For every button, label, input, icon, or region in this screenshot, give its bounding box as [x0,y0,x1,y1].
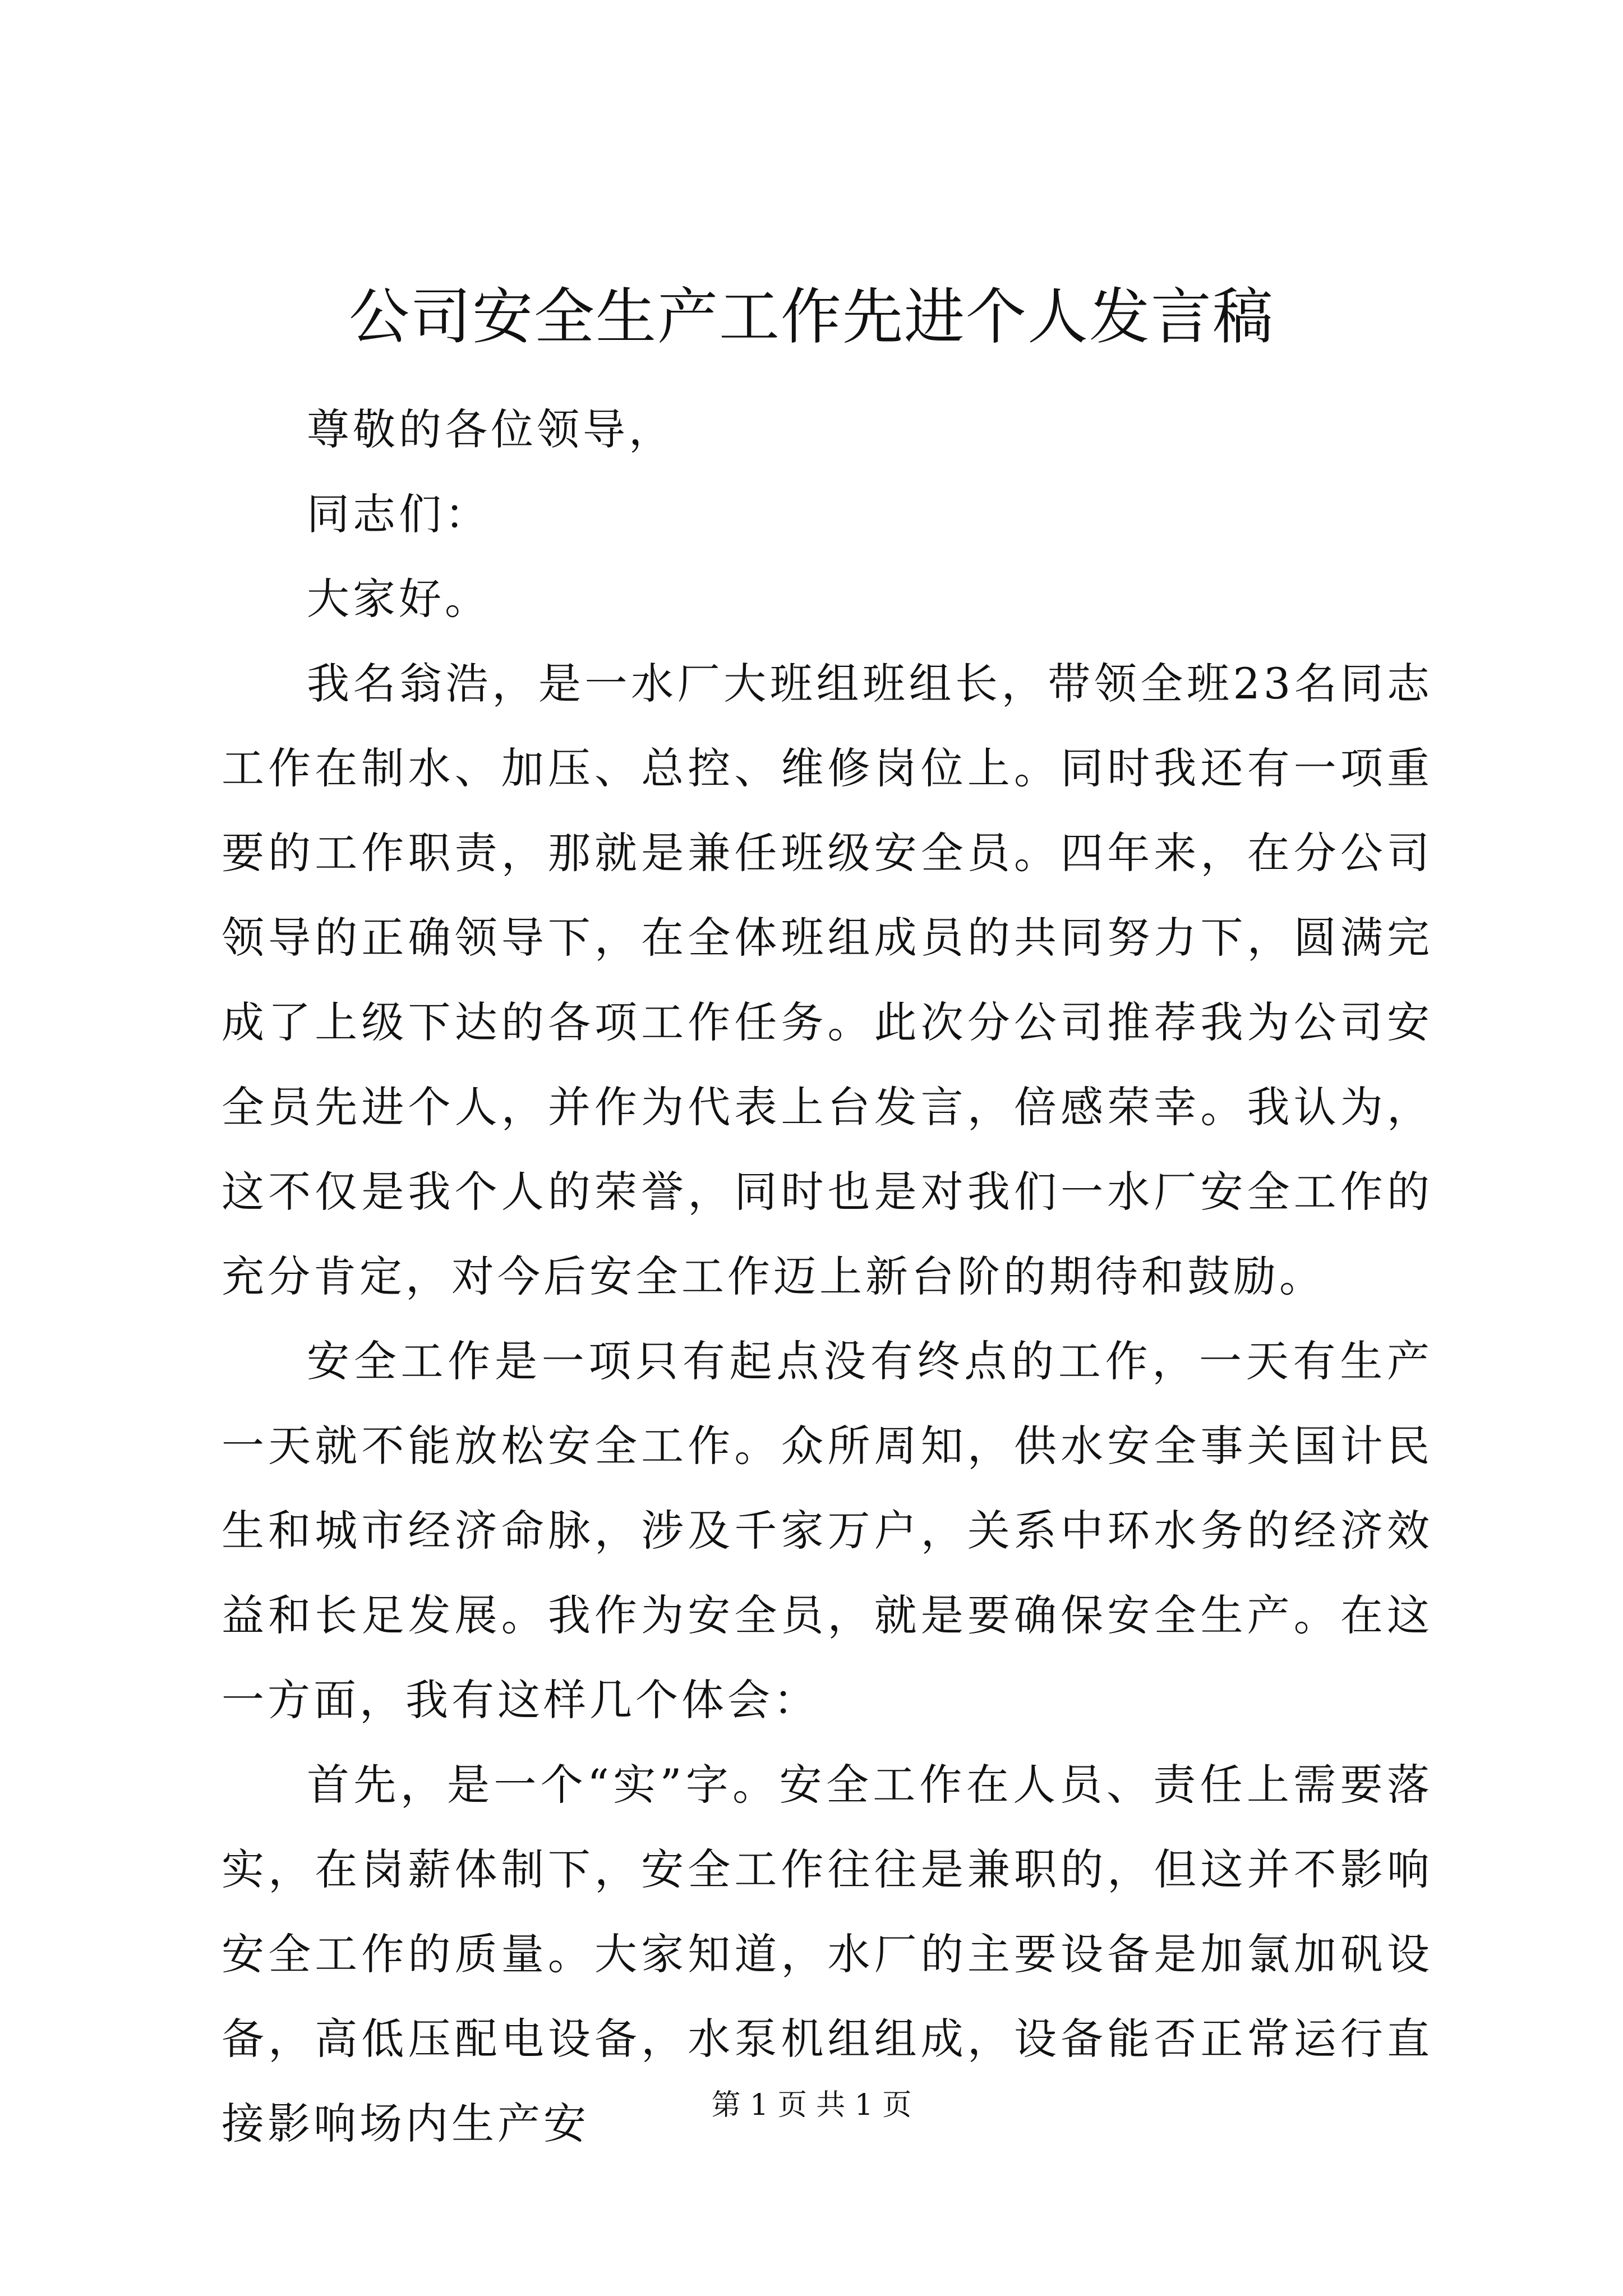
body-paragraph: 我名翁浩，是一水厂大班组班组长，带领全班23名同志工作在制水、加压、总控、维修岗位上。同时我还有一项重要的工作职责，那就是兼任班级安全员。四年来，在分公司领导的正确领导下，在全体班组成员的共同努力下，圆满完成了上级下达的各项工作任务。此次分公司推荐我为公司安全员先进个人，并作为代表上台发言，倍感荣幸。我认为，这不仅是我个人的荣誉，同时也是对我们一水厂安全工作的充分肯定，对今后安全工作迈上新台阶的期待和鼓励。 [222,659,1433,1301]
page-number-footer: 第 1 页 共 1 页 [711,2088,912,2122]
document-title: 公司安全生产工作先进个人发言稿 [348,282,1274,352]
salutation-line: 尊敬的各位领导， [307,404,675,454]
greeting-line: 大家好。 [307,574,491,624]
document-body [222,387,1433,2166]
body-paragraph: 安全工作是一项只有起点没有终点的工作，一天有生产一天就不能放松安全工作。众所周知，供水安全事关国计民生和城市经济命脉，涉及千家万户，关系中环水务的经济效益和长足发展。我作为安全员，就是要确保安全生产。在这一方面，我有这样几个体会： [222,1336,1433,1725]
salutation-line: 同志们： [307,489,491,539]
body-paragraph: 首先，是一个“实”字。安全工作在人员、责任上需要落实，在岗薪体制下，安全工作往往是兼职的，但这并不影响安全工作的质量。大家知道，水厂的主要设备是加氯加矾设备，高低压配电设备，水泵机组组成，设备能否正常运行直接影响场内生产安 [222,1760,1433,2148]
